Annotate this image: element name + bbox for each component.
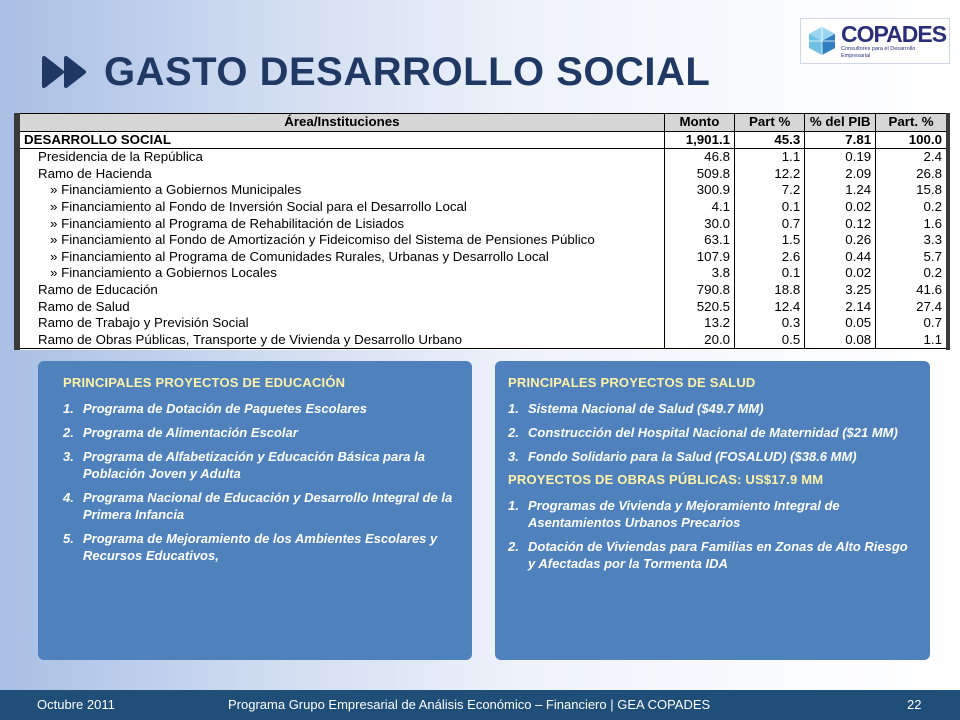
cell-pib: 3.25 [805, 282, 876, 299]
cell-part2: 1.1 [876, 332, 946, 349]
education-projects-box [38, 361, 472, 660]
item-number: 4. [63, 490, 74, 505]
item-number: 2. [63, 425, 74, 440]
table-row [20, 199, 946, 216]
cell-part2: 15.8 [876, 182, 946, 199]
list-item [63, 530, 454, 564]
health-project-list [508, 400, 912, 465]
item-text: Programa de Mejoramiento de los Ambientes Escolares y Recursos Educativos, [83, 531, 438, 563]
header-area: Área/Instituciones [20, 114, 664, 132]
cell-label: » Financiamiento a Gobiernos Locales [50, 265, 277, 281]
list-item [508, 424, 912, 441]
cell-pib: 0.44 [805, 249, 876, 266]
footer-date: Octubre 2011 [37, 697, 115, 712]
table-header-row [20, 114, 946, 132]
cell-part2: 0.2 [876, 265, 946, 282]
cell-label: » Financiamiento al Fondo de Amortización y Fideicomiso del Sistema de Pensiones Público [50, 232, 595, 248]
table-row [20, 232, 946, 249]
cell-label: » Financiamiento al Programa de Rehabilitación de Lisiados [50, 215, 405, 231]
cell-part: 1.1 [735, 149, 805, 166]
cell-part2: 1.6 [876, 216, 946, 233]
cell-label: » Financiamiento al Programa de Comunidades Rurales, Urbanas y Desarrollo Local [50, 248, 549, 264]
logo-name: COPADES [841, 21, 947, 47]
cell-pib: 0.02 [805, 265, 876, 282]
item-text: Programa Nacional de Educación y Desarrollo Integral de la Primera Infancia [83, 490, 453, 522]
item-text: Programa de Alfabetización y Educación Básica para la Población Joven y Adulta [83, 449, 425, 481]
budget-table [20, 113, 946, 349]
cell-monto: 63.1 [664, 232, 734, 249]
logo-tagline: Consultores para el Desarrollo Empresarial [841, 46, 916, 59]
list-item [63, 424, 454, 441]
cell-pib: 0.02 [805, 199, 876, 216]
item-text: Sistema Nacional de Salud ($49.7 MM) [528, 401, 764, 416]
cell-pib: 7.81 [805, 131, 876, 149]
cell-part2: 0.2 [876, 199, 946, 216]
title-block [40, 44, 710, 100]
item-text: Programas de Vivienda y Mejoramiento Integral de Asentamientos Urbanos Precarios [528, 498, 840, 530]
cell-part: 7.2 [735, 182, 805, 199]
education-heading: PRINCIPALES PROYECTOS DE EDUCACIÓN [63, 375, 346, 390]
item-number: 5. [63, 531, 74, 546]
table-row [20, 166, 946, 183]
cell-monto: 107.9 [664, 249, 734, 266]
footer-bar [0, 690, 960, 720]
cell-pib: 2.09 [805, 166, 876, 183]
copades-logo [800, 18, 950, 64]
cell-label: Ramo de Hacienda [38, 165, 152, 181]
cell-monto: 300.9 [664, 182, 734, 199]
item-text: Programa de Alimentación Escolar [83, 425, 298, 440]
list-item [508, 497, 912, 531]
cell-pib: 0.19 [805, 149, 876, 166]
cell-part2: 0.7 [876, 315, 946, 332]
table-row [20, 265, 946, 282]
cell-monto: 520.5 [664, 299, 734, 316]
cell-part: 2.6 [735, 249, 805, 266]
cell-pib: 1.24 [805, 182, 876, 199]
double-chevron-icon [40, 52, 92, 92]
cell-part2: 27.4 [876, 299, 946, 316]
cell-label: Ramo de Educación [38, 281, 158, 297]
cell-part2: 5.7 [876, 249, 946, 266]
item-number: 2. [508, 539, 519, 554]
list-item [508, 400, 912, 417]
cell-part: 45.3 [735, 131, 805, 149]
item-number: 1. [63, 401, 74, 416]
table-row [20, 282, 946, 299]
item-number: 1. [508, 498, 519, 513]
cell-monto: 46.8 [664, 149, 734, 166]
table-total-row [20, 131, 946, 149]
cell-part: 0.1 [735, 265, 805, 282]
footer-program: Programa Grupo Empresarial de Análisis Económico – Financiero | GEA COPADES [228, 697, 711, 712]
cell-part: 12.4 [735, 299, 805, 316]
table-row [20, 149, 946, 166]
item-number: 3. [508, 449, 519, 464]
cell-pib: 2.14 [805, 299, 876, 316]
table-row [20, 216, 946, 233]
cell-part: 18.8 [735, 282, 805, 299]
public-works-heading: PROYECTOS DE OBRAS PÚBLICAS: US$17.9 MM [508, 472, 824, 487]
cell-label: DESARROLLO SOCIAL [20, 131, 664, 149]
table-row [20, 249, 946, 266]
list-item [63, 448, 454, 482]
table-row [20, 299, 946, 316]
table-row [20, 182, 946, 199]
item-text: Programa de Dotación de Paquetes Escolares [83, 401, 367, 416]
cell-monto: 790.8 [664, 282, 734, 299]
cell-monto: 30.0 [664, 216, 734, 233]
list-item [63, 400, 454, 417]
table-row [20, 332, 946, 349]
cell-part: 0.3 [735, 315, 805, 332]
cell-part: 0.7 [735, 216, 805, 233]
cell-part2: 3.3 [876, 232, 946, 249]
public-works-project-list [508, 497, 912, 572]
item-text: Dotación de Viviendas para Familias en Zonas de Alto Riesgo y Afectadas por la Tormenta IDA [528, 539, 908, 571]
cell-part2: 41.6 [876, 282, 946, 299]
health-projects-box [495, 361, 930, 660]
cell-label: Ramo de Trabajo y Previsión Social [38, 315, 249, 331]
page-number: 22 [907, 697, 922, 712]
cell-monto: 1,901.1 [664, 131, 734, 149]
cell-label: Presidencia de la República [38, 149, 203, 165]
table-row [20, 315, 946, 332]
cell-monto: 20.0 [664, 332, 734, 349]
cell-monto: 509.8 [664, 166, 734, 183]
cell-part2: 26.8 [876, 166, 946, 183]
list-item [508, 538, 912, 572]
cell-part: 12.2 [735, 166, 805, 183]
item-text: Fondo Solidario para la Salud (FOSALUD) ($38.6 MM) [528, 449, 857, 464]
cell-monto: 13.2 [664, 315, 734, 332]
cell-label: » Financiamiento al Fondo de Inversión Social para el Desarrollo Local [50, 198, 467, 214]
page-title: GASTO DESARROLLO SOCIAL [104, 49, 711, 94]
cell-part2: 100.0 [876, 131, 946, 149]
cell-pib: 0.05 [805, 315, 876, 332]
item-number: 1. [508, 401, 519, 416]
item-text: Construcción del Hospital Nacional de Maternidad ($21 MM) [528, 425, 898, 440]
cell-part: 0.1 [735, 199, 805, 216]
header-pib: % del PIB [805, 114, 876, 132]
budget-table-container [14, 113, 950, 350]
cell-part: 1.5 [735, 232, 805, 249]
cell-monto: 4.1 [664, 199, 734, 216]
header-part2: Part. % [876, 114, 946, 132]
cell-part: 0.5 [735, 332, 805, 349]
cell-part2: 2.4 [876, 149, 946, 166]
item-number: 3. [63, 449, 74, 464]
list-item [63, 489, 454, 523]
cell-pib: 0.08 [805, 332, 876, 349]
education-project-list [63, 400, 454, 564]
item-number: 2. [508, 425, 519, 440]
cell-pib: 0.12 [805, 216, 876, 233]
cell-label: Ramo de Obras Públicas, Transporte y de Vivienda y Desarrollo Urbano [20, 332, 664, 349]
header-monto: Monto [664, 114, 734, 132]
cell-label: Ramo de Salud [38, 298, 130, 314]
health-heading: PRINCIPALES PROYECTOS DE SALUD [508, 375, 756, 390]
header-part: Part % [735, 114, 805, 132]
list-item [508, 448, 912, 465]
cell-label: » Financiamiento a Gobiernos Municipales [50, 182, 302, 198]
cell-pib: 0.26 [805, 232, 876, 249]
cube-logo-icon [807, 25, 837, 57]
cell-monto: 3.8 [664, 265, 734, 282]
